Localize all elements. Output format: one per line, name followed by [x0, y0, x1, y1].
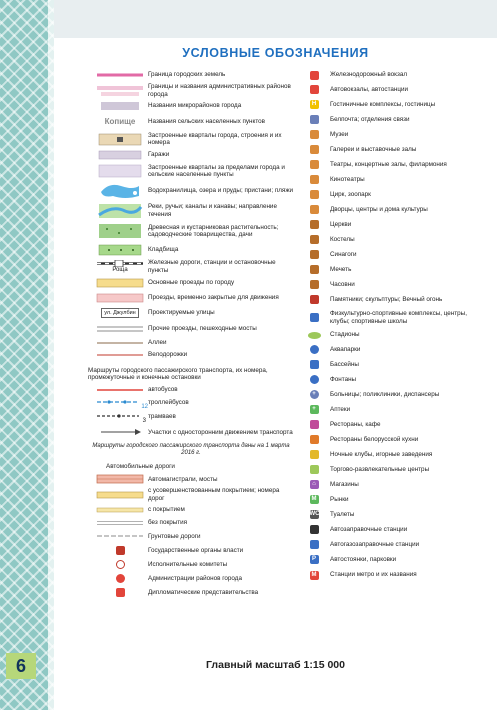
legend-label: Памятники; скульптуры; Вечный огонь	[330, 295, 443, 303]
station-name-sample: Роща	[112, 267, 128, 273]
legend-label: Гостиничные комплексы, гостиницы	[330, 100, 436, 108]
water-body-symbol	[92, 181, 148, 201]
legend-row	[92, 585, 294, 599]
museum-icon	[298, 127, 330, 142]
circus-icon	[298, 187, 330, 202]
district-boundary-symbol	[92, 82, 148, 99]
train-station-icon	[298, 68, 330, 82]
legend-row	[298, 68, 488, 82]
legend-label: Костелы	[330, 235, 355, 243]
legend-label: Участки с односторонним движением транспорта	[148, 428, 293, 436]
legend-label: Гаражи	[148, 150, 170, 158]
legend-label: Аллеи	[148, 339, 167, 347]
legend-row	[92, 99, 294, 113]
legend-label: Рынки	[330, 495, 349, 503]
city-boundary-symbol	[92, 68, 148, 82]
legend-row	[92, 503, 294, 516]
monument-icon	[298, 292, 330, 307]
legend-label: Театры, концертные залы, филармония	[330, 160, 447, 168]
parking-icon: P	[298, 552, 330, 567]
dirt-road-symbol	[92, 529, 148, 543]
legend-label: Названия сельских населенных пунктов	[148, 117, 266, 125]
legend-label: Граница городских земель	[148, 71, 226, 79]
legend-label: Автогазозаправочные станции	[330, 540, 420, 548]
legend-label: троллейбусов	[148, 399, 189, 407]
paved-road-symbol	[92, 503, 148, 516]
legend-row	[92, 220, 294, 242]
legend-label: Цирк, зоопарк	[330, 190, 371, 198]
legend-left-column	[88, 68, 294, 599]
legend-row	[92, 384, 294, 396]
legend-right-column	[298, 68, 488, 583]
suburban-block-symbol	[92, 161, 148, 181]
legend-row	[298, 372, 488, 387]
legend-label: Администрации районов города	[148, 574, 242, 582]
legend-row	[298, 187, 488, 202]
legend-row	[298, 232, 488, 247]
district-administration-icon	[92, 571, 148, 585]
legend-row	[92, 68, 294, 82]
legend-label: Мечеть	[330, 265, 352, 273]
restaurant-icon	[298, 417, 330, 432]
stadium-icon	[298, 328, 330, 342]
legend-row	[298, 157, 488, 172]
legend-row	[92, 82, 294, 99]
legend-row	[298, 328, 488, 342]
legend-row	[92, 201, 294, 220]
garages-symbol	[92, 148, 148, 161]
legend-label: Торгово-развлекательные центры	[330, 465, 430, 473]
belarus-restaurant-icon	[298, 432, 330, 447]
legend-row	[298, 277, 488, 292]
legend-row	[298, 477, 488, 492]
city-block-symbol	[92, 130, 148, 148]
legend-row	[298, 307, 488, 328]
river-symbol	[92, 201, 148, 220]
legend-row	[298, 462, 488, 477]
legend-row	[298, 492, 488, 507]
legend-label: Автостоянки, парковки	[330, 555, 397, 563]
legend-row	[298, 217, 488, 232]
legend-row	[298, 432, 488, 447]
legend-row	[92, 130, 294, 148]
legend-row	[92, 396, 294, 410]
palace-icon	[298, 202, 330, 217]
legend-label: Часовни	[330, 280, 355, 288]
transit-note: Маршруты городского пассажирского транспорта даны на 1 марта 2016 г.	[92, 442, 290, 456]
legend-label: Автовокзалы, автостанции	[330, 85, 409, 93]
legend-label: Туалеты	[330, 510, 355, 518]
legend-label: Грунтовые дороги	[148, 532, 201, 540]
legend-label: Бассейны	[330, 360, 359, 368]
legend-label: Основные проезды по городу	[148, 279, 235, 287]
fountain-icon	[298, 372, 330, 387]
legend-row	[298, 112, 488, 127]
toilet-icon: WC	[309, 511, 320, 517]
closed-road-symbol	[92, 290, 148, 306]
legend-row	[92, 290, 294, 306]
legend-row	[298, 357, 488, 372]
legend-label: Автомагистрали, мосты	[148, 475, 218, 483]
market-icon: M	[311, 496, 317, 502]
top-strip	[54, 0, 497, 38]
legend-row	[298, 342, 488, 357]
legend-label: Аптеки	[330, 405, 351, 413]
legend-label: с усовершенствованным покрытием; номера дорог	[148, 487, 280, 502]
legend-label: Белпочта; отделения связи	[330, 115, 410, 123]
legend-row	[298, 247, 488, 262]
one-way-symbol	[92, 424, 148, 441]
post-icon	[298, 112, 330, 127]
legend-row	[92, 320, 294, 337]
chapel-icon	[298, 277, 330, 292]
railway-symbol	[92, 257, 148, 276]
legend-label: Границы и названия административных районов города	[148, 83, 291, 98]
mosque-icon	[298, 262, 330, 277]
tram-number: 3	[142, 417, 146, 424]
legend-label: Стадионы	[330, 331, 360, 339]
legend-label: Прочие проезды, пешеходные мосты	[148, 324, 257, 332]
legend-label: Застроенные кварталы за пределами города и сельские населенные пункты	[148, 163, 285, 178]
legend-label: Застроенные кварталы города, строения и их номера	[148, 131, 282, 146]
legend-row	[92, 306, 294, 320]
main-road-symbol	[92, 276, 148, 290]
legend-label: Кладбища	[148, 245, 179, 253]
legend-label: Церкви	[330, 220, 352, 228]
vegetation-symbol	[92, 220, 148, 242]
legend-label: Станции метро и их названия	[330, 571, 417, 579]
other-road-symbol	[92, 320, 148, 337]
legend-label: Аквапарки	[330, 345, 361, 353]
legend-row	[298, 292, 488, 307]
legend-label: Рестораны, кафе	[330, 420, 381, 428]
ornamental-border	[0, 0, 54, 710]
government-icon	[92, 543, 148, 557]
pool-icon	[298, 357, 330, 372]
legend-row	[92, 349, 294, 361]
legend-row	[92, 543, 294, 557]
legend-row	[92, 486, 294, 503]
gas-icon	[298, 537, 330, 552]
theatre-icon	[298, 157, 330, 172]
legend-label: без покрытия	[148, 519, 188, 527]
legend-row	[298, 127, 488, 142]
legend-label: Проезды, временно закрытые для движения	[148, 294, 279, 302]
legend-row	[92, 410, 294, 424]
sport-icon	[298, 307, 330, 328]
legend-label: Проектируемые улицы	[148, 309, 215, 317]
microdistrict-name-symbol	[92, 99, 148, 113]
page-number: 6	[6, 653, 36, 679]
hospital-icon: +	[298, 387, 330, 402]
legend-label: Автозаправочные станции	[330, 525, 408, 533]
legend-label: Дипломатические представительства	[148, 588, 259, 596]
legend-label: Физкультурно-спортивные комплексы, центры, клубы; спортивные школы	[330, 310, 467, 325]
legend-row	[298, 172, 488, 187]
unpaved-road-symbol	[92, 516, 148, 529]
legend-label: Синагоги	[330, 250, 357, 258]
legend-row	[92, 148, 294, 161]
legend-title: УСЛОВНЫЕ ОБОЗНАЧЕНИЯ	[182, 46, 369, 60]
cinema-icon	[298, 172, 330, 187]
legend-row	[298, 97, 488, 112]
legend-row	[298, 447, 488, 462]
highway-symbol	[92, 472, 148, 486]
legend-row	[92, 472, 294, 486]
legend-row	[92, 516, 294, 529]
bikeway-symbol	[92, 349, 148, 361]
legend-row	[298, 552, 488, 567]
hotel-icon: H	[298, 97, 330, 112]
church-icon	[298, 217, 330, 232]
legend-label: Государственные органы власти	[148, 546, 244, 554]
legend-label: Фонтаны	[330, 375, 357, 383]
legend-row	[298, 537, 488, 552]
legend-row	[92, 242, 294, 257]
legend-row	[92, 257, 294, 276]
executive-committee-icon	[92, 557, 148, 571]
village-name-symbol	[92, 113, 148, 130]
legend-label: Галереи и выставочные залы	[330, 145, 417, 153]
legend-row	[92, 113, 294, 130]
bus-route-symbol	[92, 384, 148, 396]
legend-row	[298, 567, 488, 583]
fuel-icon	[298, 522, 330, 537]
legend-label: Кинотеатры	[330, 175, 365, 183]
legend-row	[92, 337, 294, 349]
legend-row	[92, 557, 294, 571]
tram-route-symbol	[92, 410, 148, 424]
synagogue-icon	[298, 247, 330, 262]
legend-row	[298, 82, 488, 97]
legend-label: Названия микрорайонов города	[148, 102, 242, 110]
legend-label: Магазины	[330, 480, 359, 488]
legend-label: Водохранилища, озера и пруды; пристани; пляжи	[148, 187, 294, 195]
legend-row	[298, 387, 488, 402]
legend-label: Железные дороги, станции и остановочные пункты	[148, 259, 276, 274]
trolleybus-route-symbol	[92, 396, 148, 410]
transit-header: Маршруты городского пассажирского транспорта, их номера, промежуточные и конечные остановки	[88, 367, 268, 382]
shop-icon: ⌂	[298, 477, 330, 492]
main-scale: Главный масштаб 1:15 000	[206, 659, 345, 671]
metro-icon: M	[311, 571, 317, 578]
embassy-icon	[92, 585, 148, 599]
paved-improved-road-symbol	[92, 486, 148, 503]
legend-label: Железнодорожный вокзал	[330, 71, 408, 79]
aquapark-icon	[298, 342, 330, 357]
legend-label: Реки, ручьи; каналы и канавы; направление течения	[148, 203, 277, 218]
legend-label: автобусов	[148, 386, 178, 394]
mall-icon	[298, 462, 330, 477]
legend-label: Больницы; поликлиники, диспансеры	[330, 390, 440, 398]
trolleybus-number: 12	[141, 403, 148, 410]
legend-label: Велодорожки	[148, 351, 188, 359]
pharmacy-icon: +	[298, 402, 330, 417]
legend-row	[298, 262, 488, 277]
legend-label: Ночные клубы, игорные заведения	[330, 450, 433, 458]
legend-row	[92, 571, 294, 585]
nightclub-icon	[298, 447, 330, 462]
planned-street-symbol	[92, 306, 148, 320]
gallery-icon	[298, 142, 330, 157]
planned-street-sample: ул. Джулбин	[101, 308, 138, 318]
legend-row	[298, 507, 488, 522]
legend-row	[298, 202, 488, 217]
legend-label: Рестораны белорусской кухни	[330, 435, 419, 443]
legend-label: с покрытием	[148, 506, 185, 514]
cathedral-icon	[298, 232, 330, 247]
cemetery-symbol	[92, 242, 148, 257]
legend-row	[298, 402, 488, 417]
legend-row	[298, 522, 488, 537]
legend-label: трамваев	[148, 413, 176, 421]
legend-row	[92, 276, 294, 290]
bus-station-icon	[298, 82, 330, 97]
legend-row	[92, 424, 294, 441]
village-name-sample: Копище	[104, 117, 136, 126]
legend-label: Древесная и кустарниковая растительность; садоводческие товарищества, дачи	[148, 223, 279, 238]
legend-label: Исполнительные комитеты	[148, 560, 228, 568]
legend-row	[92, 529, 294, 543]
legend-label: Музеи	[330, 130, 349, 138]
legend-label: Дворцы, центры и дома культуры	[330, 205, 428, 213]
legend-row	[298, 142, 488, 157]
roads-header: Автомобильные дороги	[106, 462, 175, 470]
alley-symbol	[92, 337, 148, 349]
legend-row	[298, 417, 488, 432]
legend-row	[92, 161, 294, 181]
legend-row	[92, 181, 294, 201]
